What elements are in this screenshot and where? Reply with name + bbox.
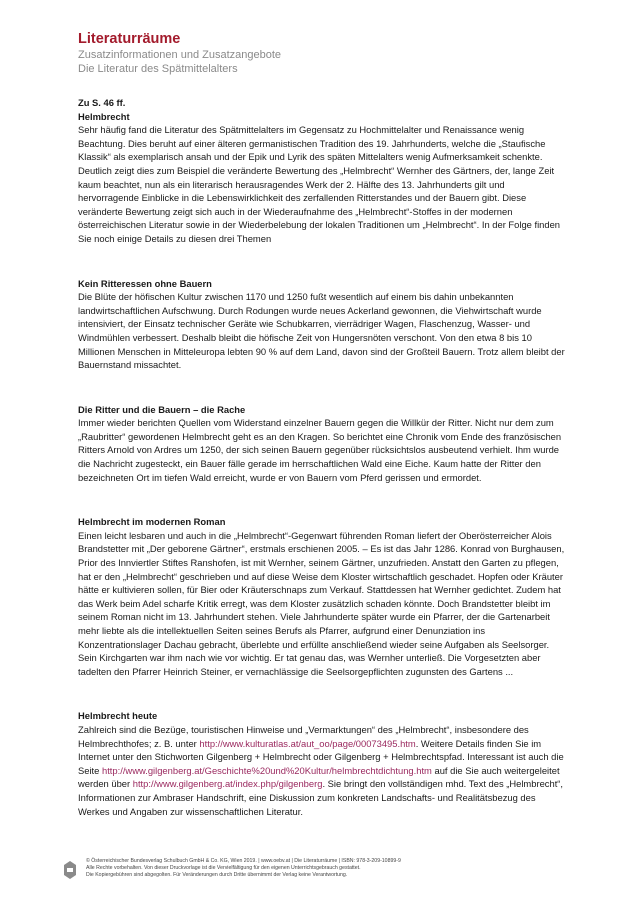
gilgenberg-index-link[interactable]: http://www.gilgenberg.at/index.php/gilgenberg [132,778,323,790]
text-run: . Sie bringt den vollständigen mhd. Text des „Helmbrecht“, Informationen zur Ambraser Handschrift, eine Diskussion zum konkreten Landschafts- und Realitätsbezug des Werkes und Angaben zur wissenschaftlichen Literatur. [78,778,564,817]
section-ritteressen [78,277,568,372]
gilgenberg-dichtung-link[interactable]: http://www.gilgenberg.at/Geschichte%20und%20Kultur/helmbrechtdichtung.htm [101,764,432,776]
page-title: Literaturräume [78,31,181,47]
section-heading: Helmbrecht heute [78,710,158,722]
section-helmbrecht [78,96,568,246]
disclaimer-line: Die Kopiergebühren sind abgegolten. Für Veränderungen durch Dritte übernimmt der Verlag keine Verantwortung. [86,871,348,878]
rights-line: Alle Rechte vorbehalten. Von dieser Druckvorlage ist die Vervielfältigung für den eigenen Unterrichtsgebrauch gestattet. [86,864,361,871]
section-text: Sehr häufig fand die Literatur des Spätmittelalters im Gegensatz zu Hochmittelalter und Renaissance wenig Beachtung. Dies beruht auf einer älteren germanistischen Tradition des 19. Jahrhunderts, welche die „Staufische Klassik“ als exemplarisch ansah und der Epik und Lyrik des späten Mittelalters wenig Aufmerksamkeit schenkte. Deutlich zeigt dies zum Beispiel die veränderte Bewertung des „Helmbrecht“ Wernher des Gärtners, der, lange Zeit kaum beachtet, nun als ein literarisch herausragendes Werk der 2. Hälfte des 13. Jahrhunderts gilt und hervorragende Einblicke in die Lebenswirklichkeit des zerfallenden Ritterstandes und der Bauern gibt. Diese veränderte Bewertung zeigt sich auch in der Wiederaufnahme des „Helmbrecht“-Stoffes in der modernen österreichischen Literatur sowie in der Wiederbelebung der lokalen Traditionen um „Helmbrecht“. In der Folge finden Sie noch einige Details zu diesen drei Themen [78,124,561,244]
page-reference: Zu S. 46 ff. [78,97,126,108]
page-footer [78,858,578,878]
section-heading: Helmbrecht im modernen Roman [78,516,226,528]
text-run: . Weitere Details finden Sie im Internet unter den Stichworten Gilgenberg + Helmbrecht oder Gilgenberg + Helmbrechtspfad. Interessant ist auch die Seite [78,737,564,776]
text-run: auf die Sie auch weitergeleitet werden über [78,764,560,790]
text-run: Zahlreich sind die Bezüge, touristischen Hinweise und „Vermarktungen“ des „Helmbrecht“, insbesondere des Helmbrechthofes; z. B. unter [78,723,529,749]
section-text: Immer wieder berichten Quellen vom Widerstand einzelner Bauern gegen die Willkür der Ritter. Nicht nur dem zum „Raubritter“ gewordenen Helmbrecht geht es an den Kragen. So berichtet eine Chronik vom Ende des französischen Ritters Arnold von Ardres um 1250, der sich seinen Bauern gegenüber rücksichtslos ausbeutend verhielt. Ihm wurde die Nachricht zugesteckt, ein Bauer fälle gerade im herrschaftlichen Wald eine Eiche. Kaum hatte der Ritter den bezeichneten Ort im tiefen Wald erreicht, wurde er von Bauern vom Pferd gerissen und ermordet. [78,417,562,483]
section-heading: Kein Ritteressen ohne Bauern [78,277,212,289]
page-subtitle: Zusatzinformationen und Zusatzangebote [78,49,282,61]
kulturatlas-link[interactable]: http://www.kulturatlas.at/aut_oo/page/00073495.htm [199,737,416,749]
section-heute [78,709,568,818]
section-text: Die Blüte der höfischen Kultur zwischen 1170 und 1250 fußt wesentlich auf einem bis dahin unbekannten landwirtschaftlichen Aufschwung. Durch Rodungen wurde neues Ackerland gewonnen, die Viehwirtschaft wurde intensiviert, der Einsatz technischer Geräte wie Schubkarren, vierrädriger Wagen, Flaschenzug, Wasser- und Windmühlen verbessert. Deshalb bleibt die höfische Zeit von Hungersnöten verschont. Von den etwa 8 bis 10 Millionen Menschen in Mitteleuropa lebten 90 % auf dem Land, davon sind der Großteil Bauern. Trotz allem bleibt der Bauernstand missachtet. [78,291,565,371]
page-header [78,30,281,76]
section-heading: Die Ritter und die Bauern – die Rache [78,403,246,415]
page-subtitle-topic: Die Literatur des Spätmittelalters [78,63,238,75]
document-body [78,96,568,849]
section-rache [78,403,568,485]
publisher-logo-icon [64,861,76,879]
section-roman [78,515,568,678]
section-heading: Helmbrecht [78,110,130,122]
section-text [78,723,568,818]
copyright-line: © Österreichischer Bundesverlag Schulbuch GmbH & Co. KG, Wien 2019. | www.oebv.at | Die Literaturräume | ISBN: 978-3-209-10899-9 [86,858,401,864]
section-text: Einen leicht lesbaren und auch in die „Helmbrecht“-Gegenwart führenden Roman liefert der Oberösterreicher Alois Brandstetter mit „Der geborene Gärtner“, erstmals erschienen 2005. – Es ist das Jahr 1286. Konrad von Burghausen, Prior des Innviertler Stiftes Ranshofen, ist mit Wernher, seinem Gärtner, unzufrieden. Anstatt den Garten zu pflegen, hat er den „Helmbrecht“ geschrieben und auf diese Weise dem Kloster wirtschaftlich geschadet. Hopfen oder Kräuter hätte er kultivieren sollen, für Bier oder Kräuterschnaps zum Verkauf. Stattdessen hat Wernher gedichtet. Zudem hat das Werk beim Adel scharfe Kritik erregt, was dem Kloster zusätzlich schaden könnte. Doch Brandstetter bleibt im seinem Roman nicht im 13. Jahrhundert stehen. Viele Jahrhunderte später wurde ein Pfarrer, der die Gartenarbeit mehr liebte als die intellektuellen Seiten seines Berufs als Pfarrer, aufgrund einer Denunziation ins Konzentrationslager Dachau gebracht, überlebte und erfüllte anschließend wieder seine Aufgaben als Seelsorger. Sein Kirchgarten war ihm nach wie vor wichtig. Er tat genau das, was Wernher unterließ. Die Vorgesetzten aber tadelten den Pfarrer Heinrich Steiner, er vernachlässige die Seelsorgepflichten zugunsten des Gartens ... [78,529,565,677]
